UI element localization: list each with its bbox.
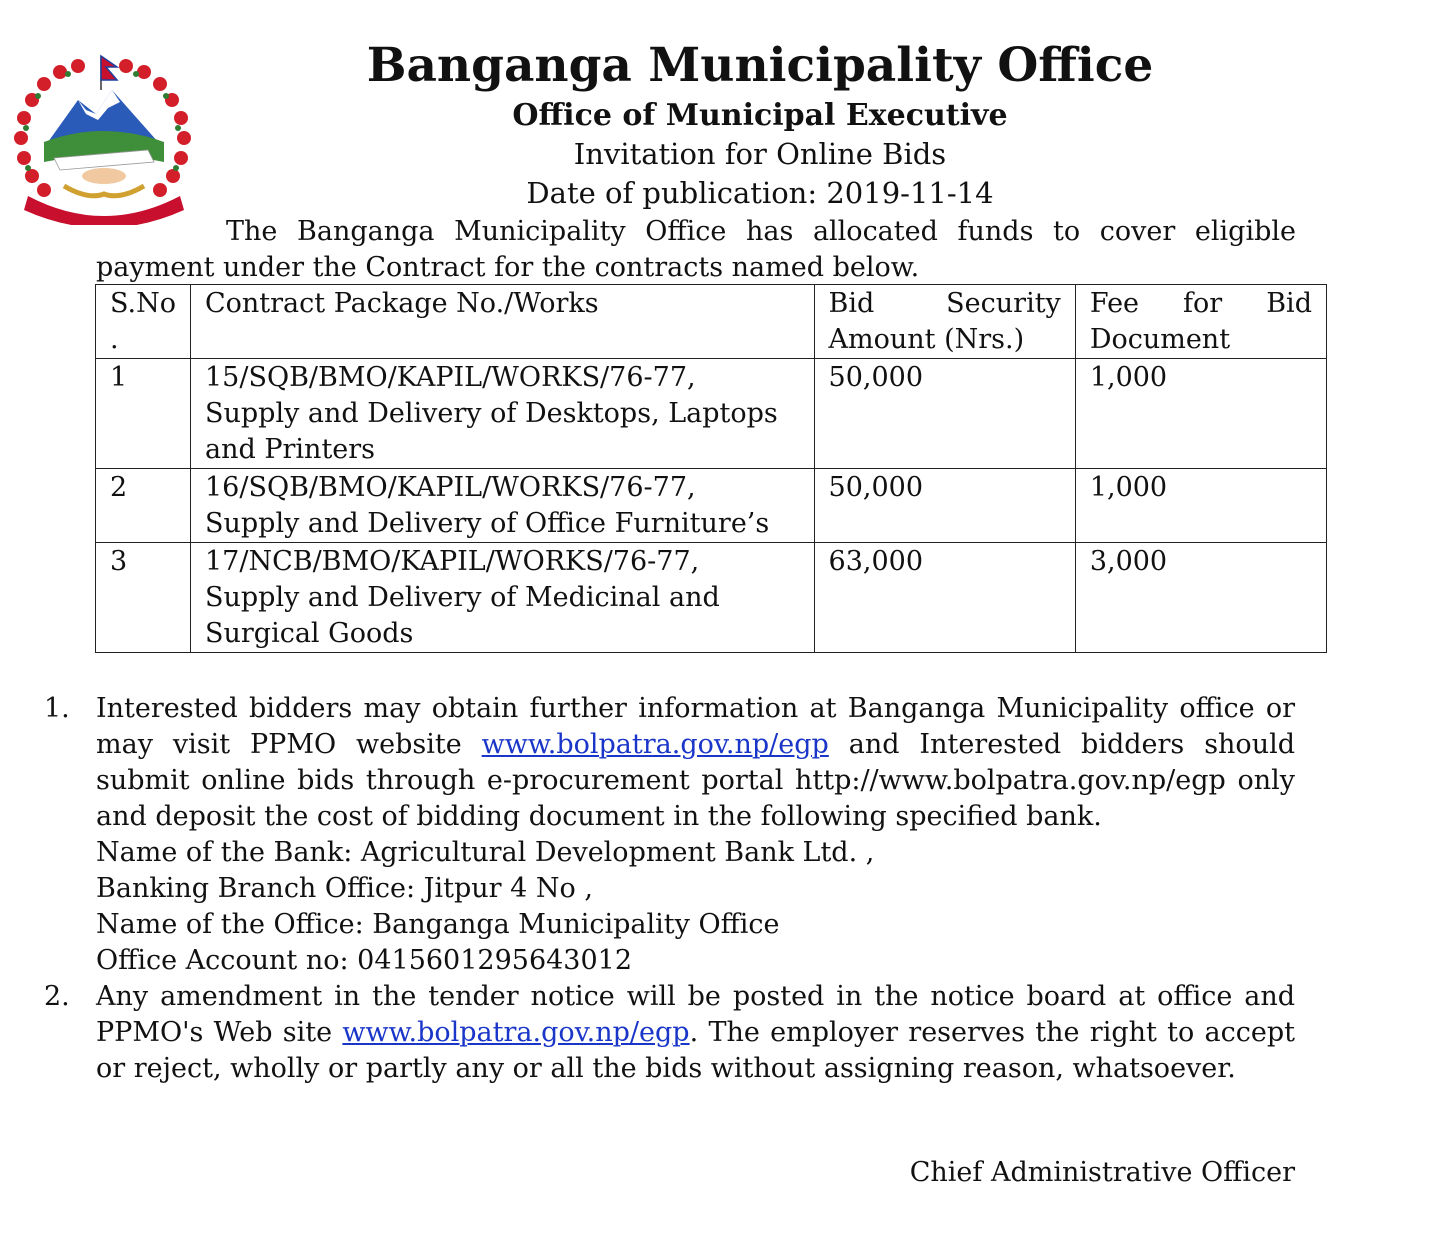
package-works: Supply and Delivery of Office Furniture’s: [205, 508, 770, 539]
table-row: [96, 469, 1327, 543]
note-number: 1.: [44, 693, 70, 724]
row-fee: 3,000: [1075, 543, 1326, 653]
bank-branch: Banking Branch Office: Jitpur 4 No ,: [96, 873, 593, 904]
signature-title: Chief Administrative Officer: [909, 1157, 1295, 1188]
row-security: 63,000: [814, 543, 1075, 653]
package-number: 17/NCB/BMO/KAPIL/WORKS/76-77,: [205, 546, 700, 577]
notice-type: Invitation for Online Bids: [573, 137, 947, 171]
intro-paragraph: [96, 214, 1296, 286]
note-number: 2.: [44, 981, 70, 1012]
header-sno: S.No .: [96, 285, 191, 359]
row-package: [191, 543, 815, 653]
row-package: [191, 469, 815, 543]
header-package: Contract Package No./Works: [191, 285, 815, 359]
note-item: [44, 979, 1295, 1087]
row-fee: 1,000: [1075, 359, 1326, 469]
row-sno: 1: [96, 359, 191, 469]
row-package: [191, 359, 815, 469]
account-number: Office Account no: 0415601295643012: [96, 945, 633, 976]
table-row: [96, 543, 1327, 653]
package-works: Supply and Delivery of Desktops, Laptops and Printers: [205, 398, 778, 465]
office-name-line: Name of the Office: Banganga Municipality Office: [96, 909, 780, 940]
table-row: [96, 359, 1327, 469]
header-security: Bid Security Amount (Nrs.): [814, 285, 1075, 359]
note-text: Interested bidders may obtain further information at Banganga Municipality office or may visit PPMO website: [96, 693, 1295, 760]
note-text: Any amendment in the tender notice will be posted in the notice board at office and PPMO's Web site: [96, 981, 1295, 1048]
note-text: . The employer reserves the right to accept or reject, wholly or partly any or all the bids without assigning reason, whatsoever.: [96, 1017, 1295, 1084]
note-text: and Interested bidders should submit online bids through e-procurement portal http://www.bolpatra.gov.np/egp only and deposit the cost of bidding document in the following specified bank.: [96, 729, 1295, 832]
contracts-table: [95, 284, 1327, 653]
row-sno: 2: [96, 469, 191, 543]
row-security: 50,000: [814, 359, 1075, 469]
publication-date: Date of publication: 2019-11-14: [526, 176, 994, 210]
sub-office-title: Office of Municipal Executive: [512, 98, 1008, 133]
ppmo-website-link[interactable]: www.bolpatra.gov.np/egp: [481, 729, 829, 760]
package-works: Supply and Delivery of Medicinal and Surgical Goods: [205, 582, 720, 649]
notes-list: [44, 691, 1295, 1087]
row-sno: 3: [96, 543, 191, 653]
package-number: 15/SQB/BMO/KAPIL/WORKS/76-77,: [205, 362, 696, 393]
intro-text: The Banganga Municipality Office has allocated funds to cover eligible payment under the Contract for the contracts named below.: [96, 216, 1296, 283]
table-header-row: [96, 285, 1327, 359]
header-fee: Fee for Bid Document: [1075, 285, 1326, 359]
bank-name: Name of the Bank: Agricultural Development Bank Ltd. ,: [96, 837, 875, 868]
office-name: Banganga Municipality Office: [366, 38, 1154, 93]
row-security: 50,000: [814, 469, 1075, 543]
ppmo-website-link[interactable]: www.bolpatra.gov.np/egp: [342, 1017, 690, 1048]
note-item: [44, 691, 1295, 979]
package-number: 16/SQB/BMO/KAPIL/WORKS/76-77,: [205, 472, 696, 503]
row-fee: 1,000: [1075, 469, 1326, 543]
